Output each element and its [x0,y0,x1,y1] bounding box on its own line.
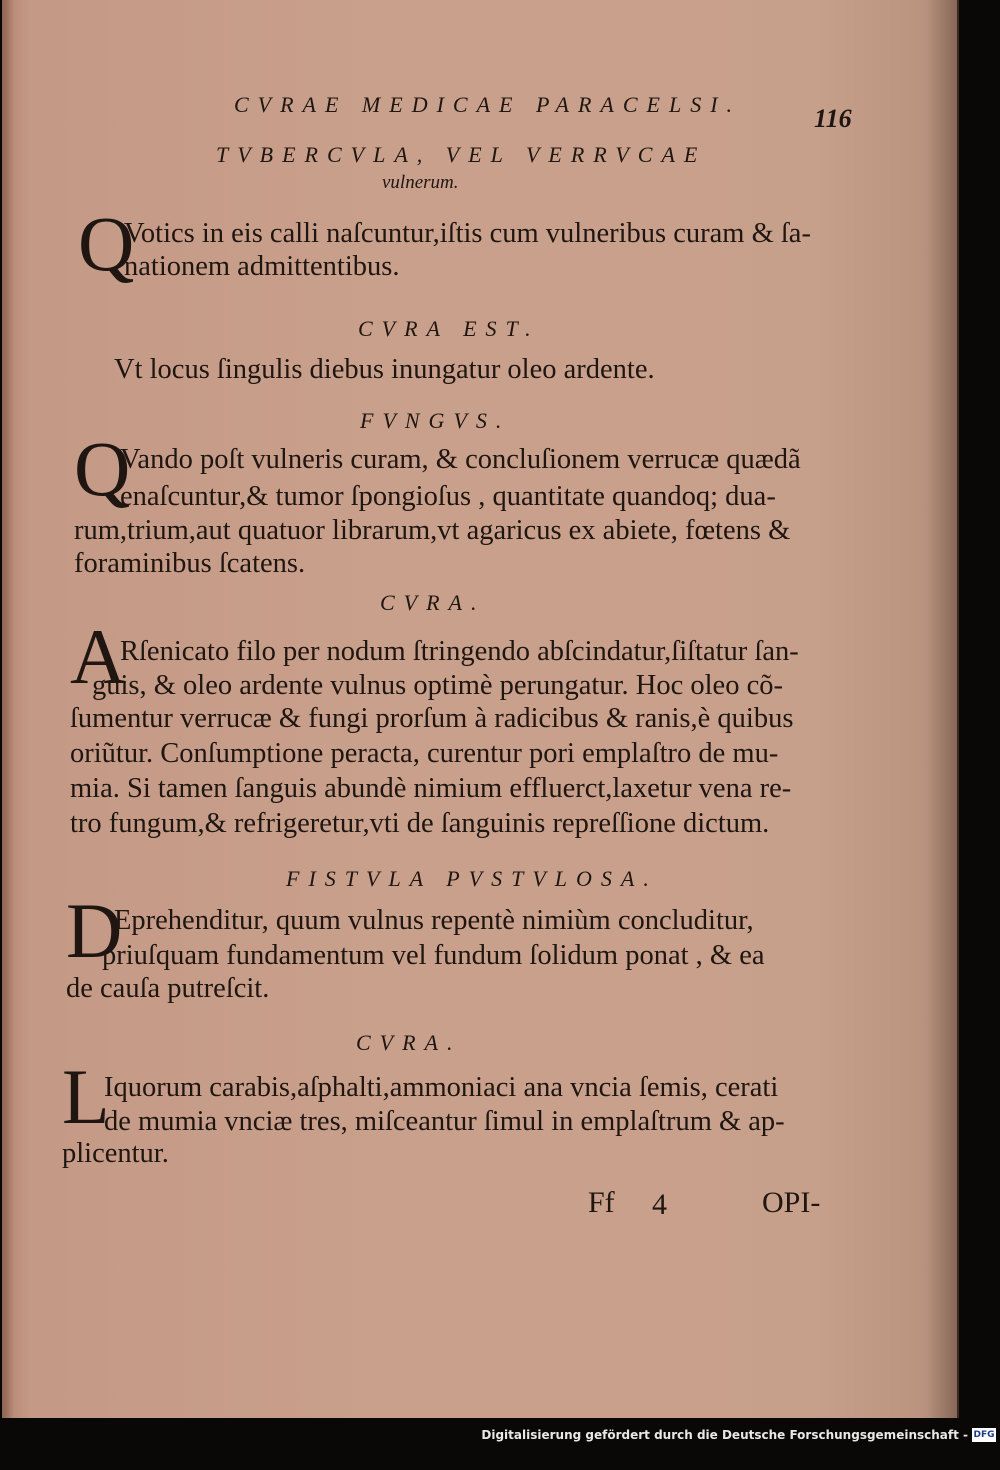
signature-number: 4 [652,1188,667,1221]
text-line: priuſquam fundamentum vel fundum ſolidum ponat , & ea [102,940,765,971]
text-line: de cauſa putreſcit. [66,973,270,1004]
catchword: OPI- [762,1186,821,1219]
text-line: mia. Si tamen ſanguis abundè nimium effluerct,laxetur vena re- [70,773,792,804]
text-line: enaſcuntur,& tumor ſpongioſus , quantitate quandoq; dua- [120,481,776,512]
page-number: 116 [814,104,852,133]
drop-capital: Q [78,200,135,287]
text-line: tro fungum,& refrigeretur,vti de ſanguinis repreſſione dictum. [70,808,770,839]
text-line: plicentur. [62,1138,169,1169]
section-heading: FISTVLA PVSTVLOSA. [286,866,658,891]
section-heading: CVRA EST. [358,316,540,341]
text-line: Iquorum carabis,aſphalti,ammoniaci ana vncia ſemis, cerati [104,1072,779,1103]
running-head: CVRAE MEDICAE PARACELSI. [234,92,742,117]
section-heading: CVRA. [356,1030,462,1055]
digitization-credit: Digitalisierung gefördert durch die Deutsche Forschungsgemeinschaft - [481,1428,968,1442]
text-line: foraminibus ſcatens. [74,548,306,579]
section-heading: CVRA. [380,590,486,615]
text-line: oriũtur. Conſumptione peracta, curentur pori emplaſtro de mu- [70,738,779,769]
text-line: Rſenicato filo per nodum ſtringendo abſcindatur,ſiſtatur ſan- [120,636,799,667]
text-line: ſumentur verrucæ & fungi prorſum à radicibus & ranis,è quibus [70,703,794,734]
section-heading: TVBERCVLA, VEL VERRVCAE [216,142,707,167]
text-line: guis, & oleo ardente vulnus optimè perungatur. Hoc oleo cõ- [92,670,783,701]
text-line: Eprehenditur, quum vulnus repentè nimiùm concluditur, [114,905,754,936]
drop-capital: A [70,613,127,700]
text-line: Votics in eis calli naſcuntur,iſtis cum vulneribus curam & ſa- [124,218,811,249]
text-line: de mumia vnciæ tres, miſceantur ſimul in emplaſtrum & ap- [104,1106,785,1137]
drop-capital: D [66,887,123,974]
text-line: rum,trium,aut quatuor librarum,vt agaricus ex abiete, fœtens & [74,515,791,546]
page-edge-shadow [2,0,14,1418]
section-heading: FVNGVS. [360,408,511,433]
signature-mark: Ff [588,1186,615,1219]
drop-capital: L [62,1053,110,1140]
text-line: Vt locus ſingulis diebus inungatur oleo ardente. [114,354,655,385]
section-subheading: vulnerum. [382,172,459,193]
book-page [2,0,959,1418]
text-line: Vando poſt vulneris curam, & concluſionem verrucæ quædã [120,444,801,475]
dfg-logo: DFG [973,1430,995,1440]
text-line: nationem admittentibus. [124,251,400,282]
drop-capital: Q [74,425,131,512]
